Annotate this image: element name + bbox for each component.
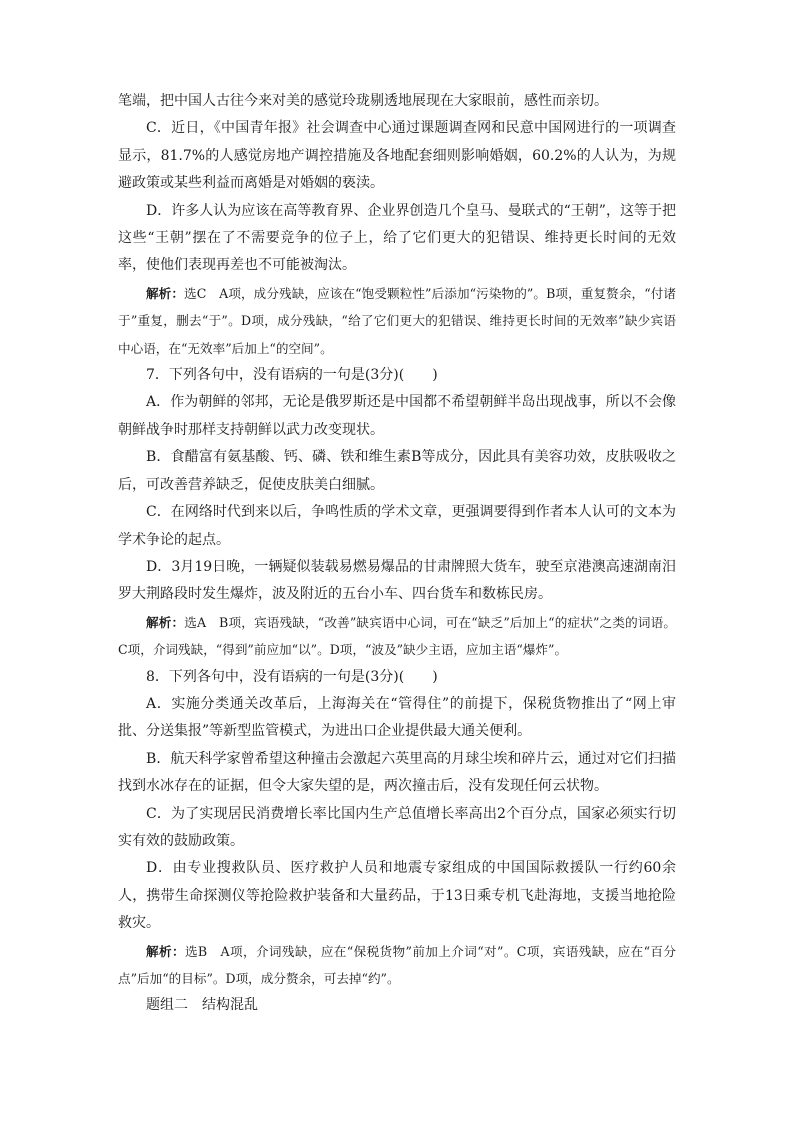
question-8-option-a: A．实施分类通关改革后，上海海关在“管得住”的前提下，保税货物推出了“网上审批、分送集报”等新型监管模式，为进出口企业提供最大通关便利。 xyxy=(118,695,676,740)
analysis-label: 解析： xyxy=(146,943,185,959)
question-7-stem: 7．下列各句中，没有语病的一句是(3分)( ) xyxy=(146,367,438,384)
group-heading: 题组二 结构混乱 xyxy=(146,997,258,1014)
analysis-text: 选B A项，介词残缺，应在“保税货物”前加上介词“对”。C项，宾语残缺，应在“百分点”后加“的目标”。D项，成分赘余，可去掉“约”。 xyxy=(118,943,676,986)
analysis-text: 选A B项，宾语残缺，“改善”缺宾语中心词，可在“缺乏”后加上“的症状”之类的词语。C项，介词残缺，“得到”前应加“以”。D项，“波及”缺少主语，应加主语“爆炸”。 xyxy=(118,614,676,658)
question-7-option-c: C．在网络时代到来以后，争鸣性质的学术文章，更强调要得到作者本人认可的文本为学术争论的起点。 xyxy=(118,504,676,548)
analysis-label: 解析： xyxy=(146,614,185,630)
question-7-option-b: B．食醋富有氨基酸、钙、磷、铁和维生素B等成分，因此具有美容功效，皮肤吸收之后，可改善营养缺乏，促使皮肤美白细腻。 xyxy=(118,449,676,493)
question-8-option-b: B．航天科学家曾希望这种撞击会激起六英里高的月球尘埃和碎片云，通过对它们扫描找到水冰存在的证据，但令大家失望的是，两次撞击后，没有发现任何云状物。 xyxy=(118,750,676,795)
question-8-option-c: C．为了实现居民消费增长率比国内生产总值增长率高出2个百分点，国家必须实行切实有效的鼓励政策。 xyxy=(118,805,676,849)
analysis-label: 解析： xyxy=(146,285,185,301)
option-c: C．近日，《中国青年报》社会调查中心通过课题调查网和民意中国网进行的一项调查显示，81.7%的人感觉房地产调控措施及各地配套细则影响婚姻，60.2%的人认为，为规避政策或某些利益而离婚是对婚姻的亵渎。 xyxy=(118,120,676,192)
question-7-option-a: A．作为朝鲜的邻邦，无论是俄罗斯还是中国都不希望朝鲜半岛出现战事，所以不会像朝鲜战争时那样支持朝鲜以武力改变现状。 xyxy=(118,394,676,438)
analysis-6 xyxy=(118,280,676,362)
option-d: D．许多人认为应该在高等教育界、企业界创造几个皇马、曼联式的“王朝”，这等于把这些“王朝”摆在了不需要竞争的位子上，给了它们更大的犯错误、维持更长时间的无效率，使他们表现再差也不可能被淘汰。 xyxy=(118,202,676,274)
analysis-7 xyxy=(118,609,676,664)
paragraph-continuation: 笔端，把中国人古往今来对美的感觉玲珑剔透地展现在大家眼前，感性而亲切。 xyxy=(118,93,608,109)
document-body xyxy=(118,88,676,1020)
question-7-option-d: D．3月19日晚，一辆疑似装载易燃易爆品的甘肃牌照大货车，驶至京港澳高速湖南汨罗大荆路段时发生爆炸，波及附近的五台小车、四台货车和数栋民房。 xyxy=(118,558,676,603)
question-8-option-d: D．由专业搜救队员、医疗救护人员和地震专家组成的中国国际救援队一行约60余人，携带生命探测仪等抢险救护装备和大量药品，于13日乘专机飞赴海地，支援当地抢险救灾。 xyxy=(118,860,676,932)
question-8-stem: 8．下列各句中，没有语病的一句是(3分)( ) xyxy=(146,668,438,685)
analysis-text: 选C A项，成分残缺，应该在“饱受颗粒性”后添加“污染物的”。B项，重复赘余，“付诸于”重复，删去“于”。D项，成分残缺，“给了它们更大的犯错误、维持更长时间的无效率”缺少宾语中心语，在“无效率”后加上“的空间”。 xyxy=(118,285,676,356)
analysis-8 xyxy=(118,938,676,993)
